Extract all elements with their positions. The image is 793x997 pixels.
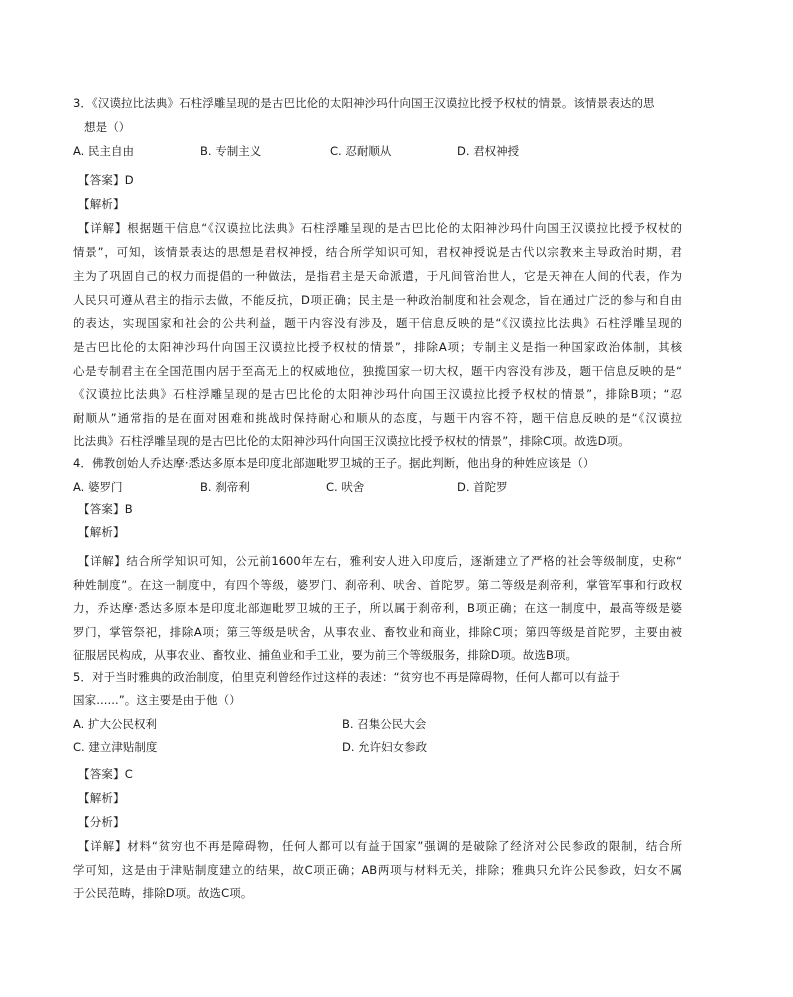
q4-answer: 【答案】B (78, 502, 133, 516)
q5-answer: 【答案】C (78, 767, 134, 781)
q4-option-c: C. 吠舍 (326, 480, 365, 494)
q3-detail-line-5: 的表达，实现国家和社会的公共利益，题干内容没有涉及，题干信息反映的是“《汉谟拉比法典》石柱浮雕呈现的 (73, 316, 682, 330)
q3-detail-line-4: 人民只可遵从君主的指示去做，不能反抗，D项正确；民主是一种政治制度和社会观念，旨在通过广泛的参与和自由 (73, 293, 682, 307)
q3-detail-line-9: 耐顺从”通常指的是在面对困难和挑战时保持耐心和顺从的态度，与题干内容不符，题干信息反映的是“《汉谟拉 (73, 411, 682, 425)
q3-answer: 【答案】D (78, 173, 134, 187)
q5-fenxi-label: 【分析】 (78, 815, 125, 829)
q5-detail-line-2: 学可知，这是由于津贴制度建立的结果，故C项正确；AB两项与材料无关，排除；雅典只允许公民参政，妇女不属 (73, 863, 682, 877)
q5-option-c: C. 建立津贴制度 (73, 740, 158, 754)
q3-option-c: C. 忍耐顺从 (330, 144, 392, 158)
q5-detail-line-1: 【详解】材料“贫穷也不再是障碍物，任何人都可以有益于国家”强调的是破除了经济对公民参政的限制，结合所 (78, 839, 682, 853)
q5-detail-line-3: 于公民范畴，排除D项。故选C项。 (73, 886, 253, 900)
q3-detail-line-1: 【详解】根据题干信息“《汉谟拉比法典》石柱浮雕呈现的是古巴比伦的太阳神沙玛什向国王汉谟拉比授予权杖的 (78, 221, 682, 235)
q4-stem-line-1: 4．佛教创始人乔达摩·悉达多原本是印度北部迦毗罗卫城的王子。据此判断，他出身的种姓应该是（） (73, 456, 595, 470)
q5-stem-line-1: 5．对于当时雅典的政治制度，伯里克利曾经作过这样的表述：“贫穷也不再是障碍物，任何人都可以有益于 (73, 670, 621, 684)
q4-option-a: A. 婆罗门 (73, 480, 123, 494)
q5-option-d: D. 允许妇女参政 (342, 740, 428, 754)
q3-analysis-label: 【解析】 (78, 197, 125, 211)
q4-detail-line-5: 征服居民构成，从事农业、畜牧业、捕鱼业和手工业，要为前三个等级服务，排除D项。故选B项。 (73, 648, 578, 662)
q4-detail-line-4: 罗门，掌管祭祀，排除A项；第三等级是吠舍，从事农业、畜牧业和商业，排除C项；第四等级是首陀罗，主要由被 (73, 625, 682, 639)
q4-detail-line-3: 力，乔达摩·悉达多原本是印度北部迦毗罗卫城的王子，所以属于刹帝利，B项正确；在这一制度中，最高等级是婆 (73, 601, 682, 615)
q3-detail-line-7: 心是专制君主在全国范围内居于至高无上的权威地位，独揽国家一切大权，题干内容没有涉及，题干信息反映的是“ (73, 364, 682, 378)
q3-detail-line-6: 是古巴比伦的太阳神沙玛什向国王汉谟拉比授予权杖的情景”，排除A项；专制主义是指一种国家政治体制，其核 (73, 340, 682, 354)
q3-detail-line-8: 《汉谟拉比法典》石柱浮雕呈现的是古巴比伦的太阳神沙玛什向国王汉谟拉比授予权杖的情景”，排除B项；“忍 (73, 387, 682, 401)
q5-analysis-label: 【解析】 (78, 791, 125, 805)
q5-option-a: A. 扩大公民权利 (73, 717, 157, 731)
q5-stem-line-2: 国家......”。这主要是由于他（） (73, 693, 241, 707)
q3-option-b: B. 专制主义 (200, 144, 262, 158)
q3-option-a: A. 民主自由 (73, 144, 134, 158)
q5-option-b: B. 召集公民大会 (342, 717, 427, 731)
q4-option-d: D. 首陀罗 (457, 480, 508, 494)
q4-analysis-label: 【解析】 (78, 525, 125, 539)
q3-detail-line-3: 主为了巩固自己的权力而提倡的一种做法，是指君主是天命派遣，于凡间管治世人，它是天神在人间的代表，作为 (73, 269, 682, 283)
q4-option-b: B. 刹帝利 (200, 480, 250, 494)
q3-detail-line-10: 比法典》石柱浮雕呈现的是古巴比伦的太阳神沙玛什向国王汉谟拉比授予权杖的情景”，排除C项。故选D项。 (73, 434, 630, 448)
q3-stem-line-2: 想是（） (84, 120, 131, 134)
q3-detail-line-2: 情景”，可知，该情景表达的思想是君权神授，结合所学知识可知，君权神授说是古代以宗教来主导政治时期，君 (73, 245, 682, 259)
q4-detail-line-2: 种姓制度”。在这一制度中，有四个等级，婆罗门、刹帝利、吠舍、首陀罗。第二等级是刹帝利，掌管军事和行政权 (73, 578, 682, 592)
q3-stem-line-1: 3．《汉谟拉比法典》石柱浮雕呈现的是古巴比伦的太阳神沙玛什向国王汉谟拉比授予权杖的情景。该情景表达的思 (73, 96, 655, 110)
q3-option-d: D. 君权神授 (457, 144, 520, 158)
q4-detail-line-1: 【详解】结合所学知识可知，公元前1600年左右，雅利安人进入印度后，逐渐建立了严格的社会等级制度，史称“ (78, 554, 682, 568)
